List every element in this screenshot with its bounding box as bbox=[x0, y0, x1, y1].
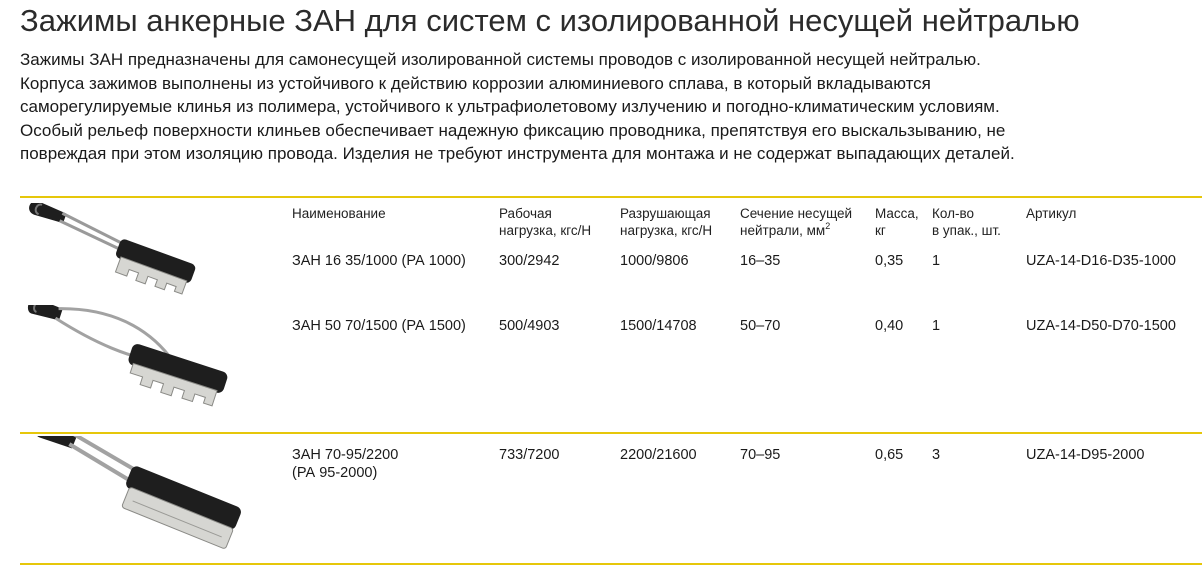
cell-name: ЗАН 50 70/1500 (РА 1500) bbox=[292, 318, 466, 334]
page-title: Зажимы анкерные ЗАН для систем с изолированной несущей нейтралью bbox=[20, 3, 1080, 38]
cell-name: ЗАН 16 35/1000 (РА 1000) bbox=[292, 253, 466, 269]
cell-article: UZA-14-D16-D35-1000 bbox=[1026, 253, 1176, 269]
header-article: Артикул bbox=[1026, 206, 1077, 221]
cell-break-load: 1500/14708 bbox=[620, 318, 697, 334]
header-break-load: Разрушающая нагрузка, кгс/Н bbox=[620, 206, 713, 238]
cell-section: 50–70 bbox=[740, 318, 781, 334]
cell-work-load: 300/2942 bbox=[499, 253, 560, 269]
cell-article: UZA-14-D95-2000 bbox=[1026, 447, 1145, 463]
cell-mass: 0,40 bbox=[875, 318, 904, 334]
header-name: Наименование bbox=[292, 206, 386, 221]
header-section: Сечение несущей нейтрали, $мм^2$ bbox=[740, 206, 853, 238]
cell-break-load: 1000/9806 bbox=[620, 253, 689, 269]
cell-section: 16–35 bbox=[740, 253, 781, 269]
intro-line: Корпуса зажимов выполнены из устойчивого к действию коррозии алюминиевого сплава, в который вкладываются bbox=[20, 73, 931, 93]
anchor-clamp-medium-photo bbox=[16, 305, 246, 415]
cell-work-load: 733/7200 bbox=[499, 447, 560, 463]
header-work-load: Рабочая нагрузка, кгс/Н bbox=[499, 206, 592, 238]
cell-qty: 1 bbox=[932, 318, 941, 334]
cell-qty: 1 bbox=[932, 253, 941, 269]
intro-line: повреждая при этом изоляцию провода. Изделия не требуют инструмента для монтажа и не содержат выпадающих деталей. bbox=[20, 144, 1015, 163]
cell-mass: 0,65 bbox=[875, 447, 904, 463]
table-bottom-rule bbox=[20, 563, 1202, 565]
cell-section: 70–95 bbox=[740, 447, 781, 463]
intro-line: Особый рельеф поверхности клиньев обеспечивает надежную фиксацию проводника, препятствуя его выскальзыванию, не bbox=[20, 120, 1006, 140]
cell-mass: 0,35 bbox=[875, 253, 904, 269]
anchor-clamp-small-photo bbox=[16, 203, 214, 301]
header-qty: Кол-во в упак., шт. bbox=[932, 206, 1001, 238]
intro-paragraph bbox=[20, 48, 1190, 166]
anchor-clamp-large-photo bbox=[16, 436, 266, 560]
header-mass: Масса, кг bbox=[875, 206, 919, 238]
intro-line: саморегулируемые клинья из полимера, устойчивого к ультрафиолетовому излучению и погодно-климатическим условиям. bbox=[20, 97, 1000, 116]
cell-article: UZA-14-D50-D70-1500 bbox=[1026, 318, 1176, 334]
cell-name: ЗАН 70-95/2200 (РА 95-2000) bbox=[292, 447, 399, 481]
header-section-superscript: 2 bbox=[825, 220, 831, 231]
intro-line: Зажимы ЗАН предназначены для самонесущей изолированной системы проводов с изолированной несущей нейтралью. bbox=[20, 50, 981, 69]
cell-qty: 3 bbox=[932, 447, 941, 463]
cell-break-load: 2200/21600 bbox=[620, 447, 697, 463]
table-top-rule bbox=[20, 196, 1202, 198]
row-separator-rule bbox=[20, 432, 1202, 434]
cell-work-load: 500/4903 bbox=[499, 318, 560, 334]
